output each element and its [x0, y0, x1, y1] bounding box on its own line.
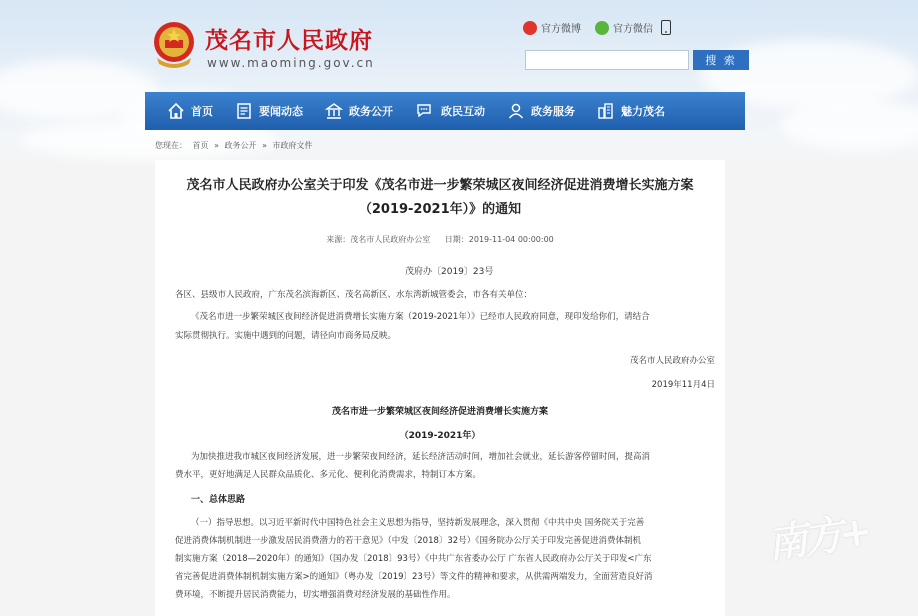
breadcrumb-home[interactable]: 首页: [192, 141, 209, 150]
title-line: （2019-2021年）》的通知: [358, 202, 522, 217]
document-number: 茂府办〔2019〕23号: [405, 267, 494, 277]
main-nav: [145, 92, 745, 130]
site-header: [145, 0, 745, 92]
section-paragraph: 费环境，不断提升居民消费能力，切实增强消费对经济发展的基础性作用。: [175, 590, 456, 600]
breadcrumb-sep: »: [262, 141, 267, 150]
section-paragraph: 制实施方案（2018—2020年）的通知》（国办发〔2018〕93号）《中共广东省委办公厅 广东省人民政府办公厅关于印发<广东: [175, 554, 652, 564]
nav-item-news[interactable]: [235, 92, 303, 130]
mobile-phone-icon: [661, 20, 671, 35]
search-button[interactable]: 搜 索: [693, 50, 749, 70]
breadcrumb-current[interactable]: 市政府文件: [272, 141, 313, 150]
breadcrumb: [155, 140, 316, 151]
nav-label: 政务公开: [349, 105, 393, 118]
nav-label: 要闻动态: [259, 105, 303, 118]
nav-label: 政民互动: [441, 105, 485, 118]
search-bar: [525, 50, 749, 70]
nav-item-charm[interactable]: [597, 92, 665, 130]
breadcrumb-sep: »: [214, 141, 219, 150]
home-icon: [167, 102, 185, 120]
mobile-link[interactable]: [661, 20, 671, 35]
breadcrumb-gov-affairs[interactable]: 政务公开: [224, 141, 257, 150]
nav-item-home[interactable]: [167, 92, 213, 130]
city-icon: [597, 102, 615, 120]
site-title[interactable]: 茂名市人民政府: [205, 28, 373, 54]
building-icon: [325, 102, 343, 120]
news-icon: [235, 102, 253, 120]
service-icon: [507, 102, 525, 120]
nav-item-interaction[interactable]: [415, 92, 485, 130]
sign-date: 2019年11月4日: [651, 380, 715, 390]
title-line: 茂名市人民政府办公室关于印发《茂名市进一步繁荣城区夜间经济促进消费增长实施方案: [186, 178, 694, 193]
article-meta: [155, 234, 725, 245]
nav-label: 政务服务: [531, 105, 575, 118]
page-title: [155, 174, 725, 222]
signature: 茂名市人民政府办公室: [629, 356, 715, 366]
section-paragraph: 促进消费体制机制进一步激发居民消费潜力的若干意见》（中发〔2018〕32号）《国务院办公厅关于印发完善促进消费体制机: [175, 536, 641, 546]
weibo-icon: [523, 21, 537, 35]
section-paragraph: 省完善促进消费体制机制实施方案>的通知》（粤办发〔2019〕23号）等文件的精神和要求，从供需两端发力，全面营造良好消: [175, 572, 653, 582]
plan-years: （2019-2021年）: [399, 431, 481, 441]
nav-item-service[interactable]: [507, 92, 575, 130]
article-content: [155, 160, 725, 616]
breadcrumb-prefix: 您现在：: [155, 141, 187, 150]
national-emblem-icon: [151, 20, 197, 70]
chat-icon: [415, 102, 435, 120]
wechat-icon: [595, 21, 609, 35]
search-input[interactable]: [525, 50, 689, 70]
nav-label: 首页: [191, 105, 213, 118]
nanfang-watermark: 南方+: [764, 507, 872, 569]
wechat-label: 官方微信: [613, 24, 653, 35]
wechat-link[interactable]: [595, 20, 653, 35]
body-paragraph: 《茂名市进一步繁荣城区夜间经济促进消费增长实施方案（2019-2021年）》已经市人民政府同意，现印发给你们，请结合: [191, 312, 650, 322]
section-paragraph: （一）指导思想。以习近平新时代中国特色社会主义思想为指导，坚持新发展理念，深入贯彻《中共中央 国务院关于完善: [191, 518, 645, 528]
intro-paragraph: 为加快推进我市城区夜间经济发展，进一步繁荣夜间经济，延长经济活动时间，增加社会就业，延长游客停留时间，提高消: [191, 452, 651, 462]
body-paragraph: 实际贯彻执行。实施中遇到的问题，请径向市商务局反映。: [175, 331, 397, 341]
section-heading: 一、总体思路: [191, 495, 246, 505]
site-url: www.maoming.gov.cn: [207, 56, 375, 70]
weibo-link[interactable]: [523, 20, 581, 35]
addressee: 各区、县级市人民政府，广东茂名滨海新区、茂名高新区、水东湾新城管委会，市各有关单位：: [175, 290, 533, 300]
nav-item-gov-affairs[interactable]: [325, 92, 393, 130]
weibo-label: 官方微博: [541, 24, 581, 35]
intro-paragraph: 费水平，更好地满足人民群众品质化、多元化、便利化消费需求，特制订本方案。: [175, 470, 482, 480]
nav-label: 魅力茂名: [621, 105, 665, 118]
article-source: 来源：茂名市人民政府办公室: [326, 235, 431, 244]
article-date: 日期：2019-11-04 00:00:00: [444, 235, 554, 244]
plan-title: 茂名市进一步繁荣城区夜间经济促进消费增长实施方案: [331, 407, 548, 417]
